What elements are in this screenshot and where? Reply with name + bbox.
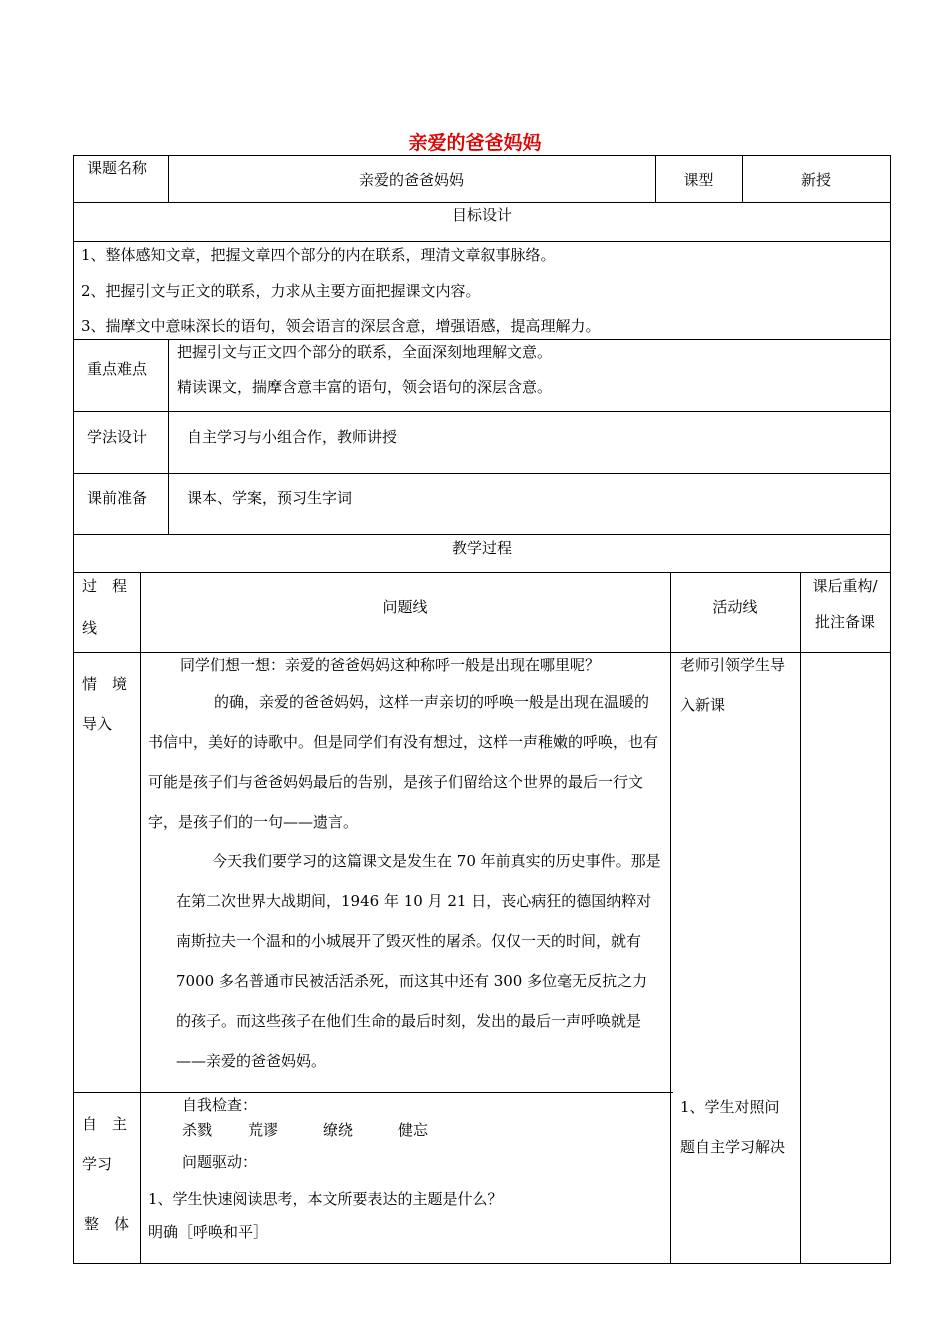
stage-label: 整 体	[84, 1215, 130, 1233]
course-name-value: 亲爱的爸爸妈妈	[358, 171, 464, 189]
method-label: 学法设计	[87, 428, 148, 446]
document-title: 亲爱的爸爸妈妈	[408, 132, 542, 154]
goal-item: 2、把握引文与正文的联系，力求从主要方面把握课文内容。	[81, 282, 481, 300]
vocab-word: 杀戮	[182, 1121, 213, 1139]
process-col-stage: 过 程	[82, 577, 128, 595]
key-points-label: 重点难点	[87, 360, 148, 378]
vocab-word: 健忘	[398, 1121, 429, 1139]
process-col-stage: 线	[82, 619, 98, 637]
goal-item: 1、整体感知文章，把握文章四个部分的内在联系，理清文章叙事脉络。	[81, 246, 556, 264]
stage-label: 学习	[82, 1155, 113, 1173]
vocab-word: 缭绕	[323, 1121, 354, 1139]
stage-label: 导入	[82, 715, 113, 733]
method-value: 自主学习与小组合作，教师讲授	[187, 428, 398, 446]
stage-label: 情 境	[82, 675, 128, 693]
process-col-activities: 活动线	[712, 598, 758, 616]
intro-paragraph: 的确，亲爱的爸爸妈妈，这样一声亲切的呼唤一般是出现在温暖的书信中，美好的诗歌中。但是同学们有没有想过，这样一声稚嫩的呼唤，也有可能是孩子们与爸爸妈妈最后的告别，是孩子们留给这个世界的最后一行文字，是孩子们的一句——遗言。	[148, 693, 659, 831]
goals-heading: 目标设计	[451, 206, 512, 224]
goal-item: 3、揣摩文中意味深长的语句，领会语言的深层含意，增强语感，提高理解力。	[81, 317, 601, 335]
vocab-word: 荒谬	[248, 1121, 279, 1139]
process-col-notes: 批注备课	[814, 613, 875, 631]
course-type-label: 课型	[683, 171, 714, 189]
intro-paragraph: 同学们想一想：亲爱的爸爸妈妈这种称呼一般是出现在哪里呢？	[180, 656, 601, 674]
key-point-line: 把握引文与正文四个部分的联系，全面深刻地理解文意。	[177, 343, 553, 361]
self-check-heading: 自我检查：	[182, 1096, 258, 1114]
stage-label: 自 主	[82, 1115, 128, 1133]
answer-item: 明确［呼唤和平］	[148, 1223, 269, 1241]
prep-value: 课本、学案，预习生字词	[187, 489, 353, 507]
process-col-notes: 课后重构/	[812, 577, 878, 595]
prep-label: 课前准备	[87, 489, 148, 507]
process-col-questions: 问题线	[382, 598, 428, 616]
activity-text: 老师引领学生导入新课	[680, 656, 786, 714]
activity-text: 1、学生对照问题自主学习解决	[680, 1098, 786, 1156]
key-point-line: 精读课文，揣摩含意丰富的语句，领会语句的深层含意。	[177, 378, 553, 396]
question-drive-heading: 问题驱动：	[182, 1153, 258, 1171]
process-heading: 教学过程	[451, 539, 512, 557]
course-name-label: 课题名称	[87, 159, 148, 177]
question-item: 1、学生快速阅读思考，本文所要表达的主题是什么？	[148, 1190, 503, 1208]
course-type-value: 新授	[800, 171, 831, 189]
intro-paragraph: 今天我们要学习的这篇课文是发生在 70 年前真实的历史事件。那是在第二次世界大战期间，1946 年 10 月 21 日，丧心病狂的德国纳粹对南斯拉夫一个温和的小城展开了毁灭性的屠杀。仅仅一天的时间，就有 7000 多名普通市民被活活杀死，而这其中还有 300 多位毫无反抗之力的孩子。而这些孩子在他们生命的最后时刻，发出的最后一声呼唤就是——亲爱的爸爸妈妈。	[176, 852, 661, 1070]
